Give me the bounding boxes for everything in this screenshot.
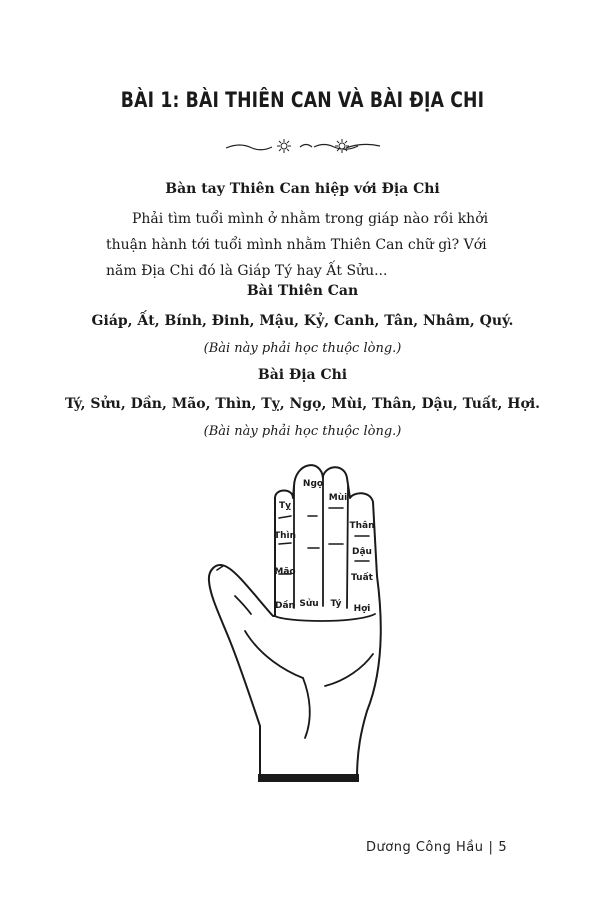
page-number: 5: [498, 840, 508, 855]
hand-drawing: [205, 456, 405, 786]
thien-can-list: Giáp, Ất, Bính, Đinh, Mậu, Kỷ, Canh, Tân, Nhâm, Quý.: [91, 313, 514, 329]
label-dau: Dậu: [352, 547, 372, 557]
label-than: Thân: [349, 521, 375, 531]
dia-chi-note: (Bài này phải học thuộc lòng.): [203, 424, 402, 439]
label-suu: Sửu: [299, 599, 319, 609]
label-mao: Mão: [274, 567, 296, 577]
intro-paragraph: Phải tìm tuổi mình ở nhằm trong giáp nào rồi khởi thuận hành tới tuổi mình nhằm Thiên Can chữ gì? Với năm Địa Chi đó là Giáp Tý hay Ất Sửu...: [106, 211, 489, 279]
section-heading: Bàn tay Thiên Can hiệp với Địa Chi: [165, 181, 440, 197]
label-hoi: Hợi: [353, 604, 371, 614]
thien-can-note: (Bài này phải học thuộc lòng.): [203, 341, 402, 356]
label-mui: Mùi: [328, 493, 348, 503]
chapter-title: BÀI 1: BÀI THIÊN CAN VÀ BÀI ĐỊA CHI: [120, 88, 485, 112]
ornament-divider: [222, 136, 384, 156]
label-ngo: Ngọ: [302, 479, 324, 489]
flower-icon: [335, 139, 349, 153]
thien-can-heading: Bài Thiên Can: [246, 283, 359, 299]
page-footer: [366, 840, 507, 855]
label-thin: Thìn: [273, 531, 297, 541]
label-ty: Tý: [330, 599, 342, 609]
label-tuat: Tuất: [351, 573, 373, 583]
label-dan: Dần: [275, 601, 295, 611]
footer-author: Dương Công Hầu: [366, 840, 484, 855]
footer-separator: |: [488, 840, 494, 855]
dia-chi-list: Tý, Sửu, Dần, Mão, Thìn, Tỵ, Ngọ, Mùi, Thân, Dậu, Tuất, Hợi.: [64, 396, 541, 412]
flower-icon: [277, 139, 291, 153]
hand-illustration: [205, 456, 405, 786]
dia-chi-heading: Bài Địa Chi: [257, 367, 348, 383]
label-ty-top: Tỵ: [278, 501, 292, 511]
